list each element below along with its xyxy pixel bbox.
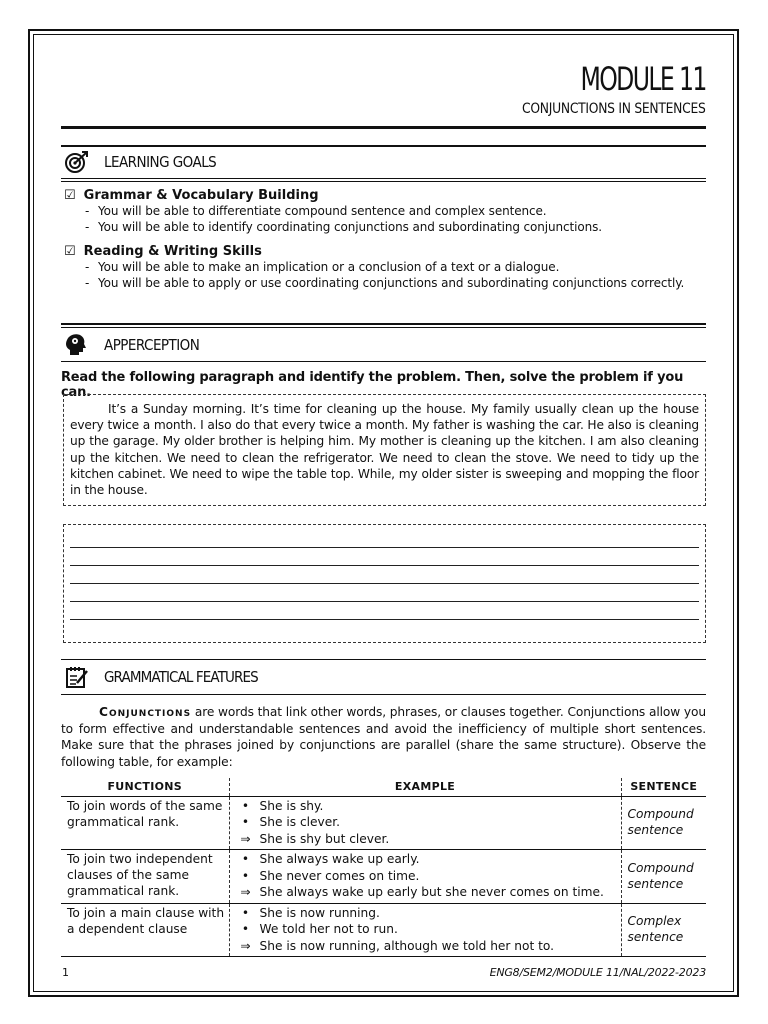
table-row bbox=[61, 850, 706, 904]
conjunction-functions-table bbox=[61, 778, 706, 957]
divider bbox=[61, 181, 706, 182]
arrow-icon: ⇒ bbox=[240, 938, 251, 953]
target-icon bbox=[64, 150, 90, 174]
answer-line[interactable] bbox=[70, 601, 699, 602]
divider bbox=[61, 145, 706, 147]
sentence-type-cell: Compound sentence bbox=[621, 796, 706, 850]
example-line: She never comes on time. bbox=[259, 868, 420, 883]
bullet-icon: • bbox=[241, 798, 250, 813]
example-line: She is shy. bbox=[259, 798, 324, 813]
conjunctions-intro bbox=[61, 704, 706, 770]
goal-title: Grammar & Vocabulary Building bbox=[83, 188, 319, 203]
goal-title: Reading & Writing Skills bbox=[83, 244, 262, 259]
example-line: She is clever. bbox=[259, 815, 341, 829]
table-header: EXAMPLE bbox=[229, 778, 621, 796]
conjunctions-intro-text: are words that link other words, phrases, or clauses together. Conjunctions allow you to form effective and understandable sentences and avoid the inefficiency of multiple short sentences. Make sure that the phrases joined by conjunctions are parallel (share the same structure). Observe the following table, for example: bbox=[61, 705, 706, 769]
answer-line[interactable] bbox=[70, 583, 699, 584]
bullet-icon: • bbox=[241, 852, 250, 866]
answer-lines-box[interactable] bbox=[63, 524, 706, 643]
arrow-icon: ⇒ bbox=[240, 885, 251, 899]
reading-paragraph: It’s a Sunday morning. It’s time for cleaning up the house. My family usually clean up the house every twice a month. I also do that every twice a month. My father is washing the car. He also is cleaning up the garage. My older brother is helping him. My mother is cleaning up the kitchen. I am also cleaning up the kitchen. We need to clean the refrigerator. We need to clean the stove. We need to tidy up the kitchen cabinet. We need to wipe the table top. While, my older sister is sweeping and mopping the floor in the house. bbox=[70, 402, 699, 498]
bullet-icon: • bbox=[241, 815, 250, 829]
table-header: FUNCTIONS bbox=[61, 778, 229, 796]
bullet-icon: • bbox=[241, 905, 250, 920]
apperception-instruction: Read the following paragraph and identify the problem. Then, solve the problem if you can. bbox=[61, 370, 684, 400]
sentence-type-cell: Complex sentence bbox=[621, 903, 706, 957]
grammatical-features-title: GRAMMATICAL FEATURES bbox=[104, 668, 258, 686]
answer-line[interactable] bbox=[70, 547, 699, 548]
conjunctions-term: Conjunctions bbox=[99, 705, 192, 719]
goal-item: - You will be able to identify coordinating conjunctions and subordinating conjunctions. bbox=[85, 219, 706, 235]
learning-goals-heading bbox=[64, 150, 229, 174]
function-cell: To join a main clause with a dependent clause bbox=[61, 903, 229, 957]
example-line: She is now running. bbox=[259, 905, 380, 920]
module-title: MODULE 11 bbox=[580, 60, 706, 98]
example-line: She always wake up early but she never comes on time. bbox=[259, 885, 604, 899]
answer-line[interactable] bbox=[70, 565, 699, 566]
sentence-type-cell: Compound sentence bbox=[621, 850, 706, 904]
page-number: 1 bbox=[62, 966, 69, 979]
checkbox-icon: ☑ bbox=[64, 244, 76, 259]
header-divider bbox=[61, 126, 706, 129]
goal-item: - You will be able to make an implication or a conclusion of a text or a dialogue. bbox=[85, 259, 706, 275]
grammatical-features-heading bbox=[64, 665, 275, 689]
example-line: She is now running, although we told her not to. bbox=[259, 938, 555, 953]
module-subtitle: CONJUNCTIONS IN SENTENCES bbox=[522, 101, 706, 117]
function-cell: To join words of the same grammatical rank. bbox=[61, 796, 229, 850]
apperception-heading bbox=[64, 333, 210, 357]
example-line: We told her not to run. bbox=[259, 922, 398, 936]
learning-goals-title: LEARNING GOALS bbox=[104, 153, 217, 171]
example-cell bbox=[229, 903, 621, 957]
answer-line[interactable] bbox=[70, 619, 699, 620]
goal-group-grammar bbox=[64, 188, 706, 235]
apperception-title: APPERCEPTION bbox=[104, 336, 200, 354]
goal-item: - You will be able to apply or use coordinating conjunctions and subordinating conjunctions correctly. bbox=[85, 275, 706, 291]
example-line: She always wake up early. bbox=[259, 852, 420, 866]
example-cell bbox=[229, 796, 621, 850]
notepad-icon bbox=[64, 665, 90, 689]
table-header: SENTENCE bbox=[621, 778, 706, 796]
bullet-icon: • bbox=[241, 922, 250, 936]
function-cell: To join two independent clauses of the same grammatical rank. bbox=[61, 850, 229, 904]
checkbox-icon: ☑ bbox=[64, 188, 76, 203]
divider bbox=[61, 178, 706, 179]
divider bbox=[61, 323, 706, 325]
arrow-icon: ⇒ bbox=[240, 831, 251, 846]
table-header-row bbox=[61, 778, 706, 796]
head-gears-icon bbox=[64, 333, 90, 357]
footer-code: ENG8/SEM2/MODULE 11/NAL/2022-2023 bbox=[489, 966, 706, 979]
goal-item: - You will be able to differentiate compound sentence and complex sentence. bbox=[85, 203, 706, 219]
divider bbox=[61, 327, 706, 328]
bullet-icon: • bbox=[241, 868, 250, 883]
example-line: She is shy but clever. bbox=[259, 831, 390, 846]
divider bbox=[61, 694, 706, 695]
table-row bbox=[61, 796, 706, 850]
example-cell bbox=[229, 850, 621, 904]
reading-paragraph-box bbox=[63, 394, 706, 506]
goal-group-reading bbox=[64, 244, 706, 291]
divider bbox=[61, 361, 706, 362]
divider bbox=[61, 659, 706, 660]
table-row bbox=[61, 903, 706, 957]
